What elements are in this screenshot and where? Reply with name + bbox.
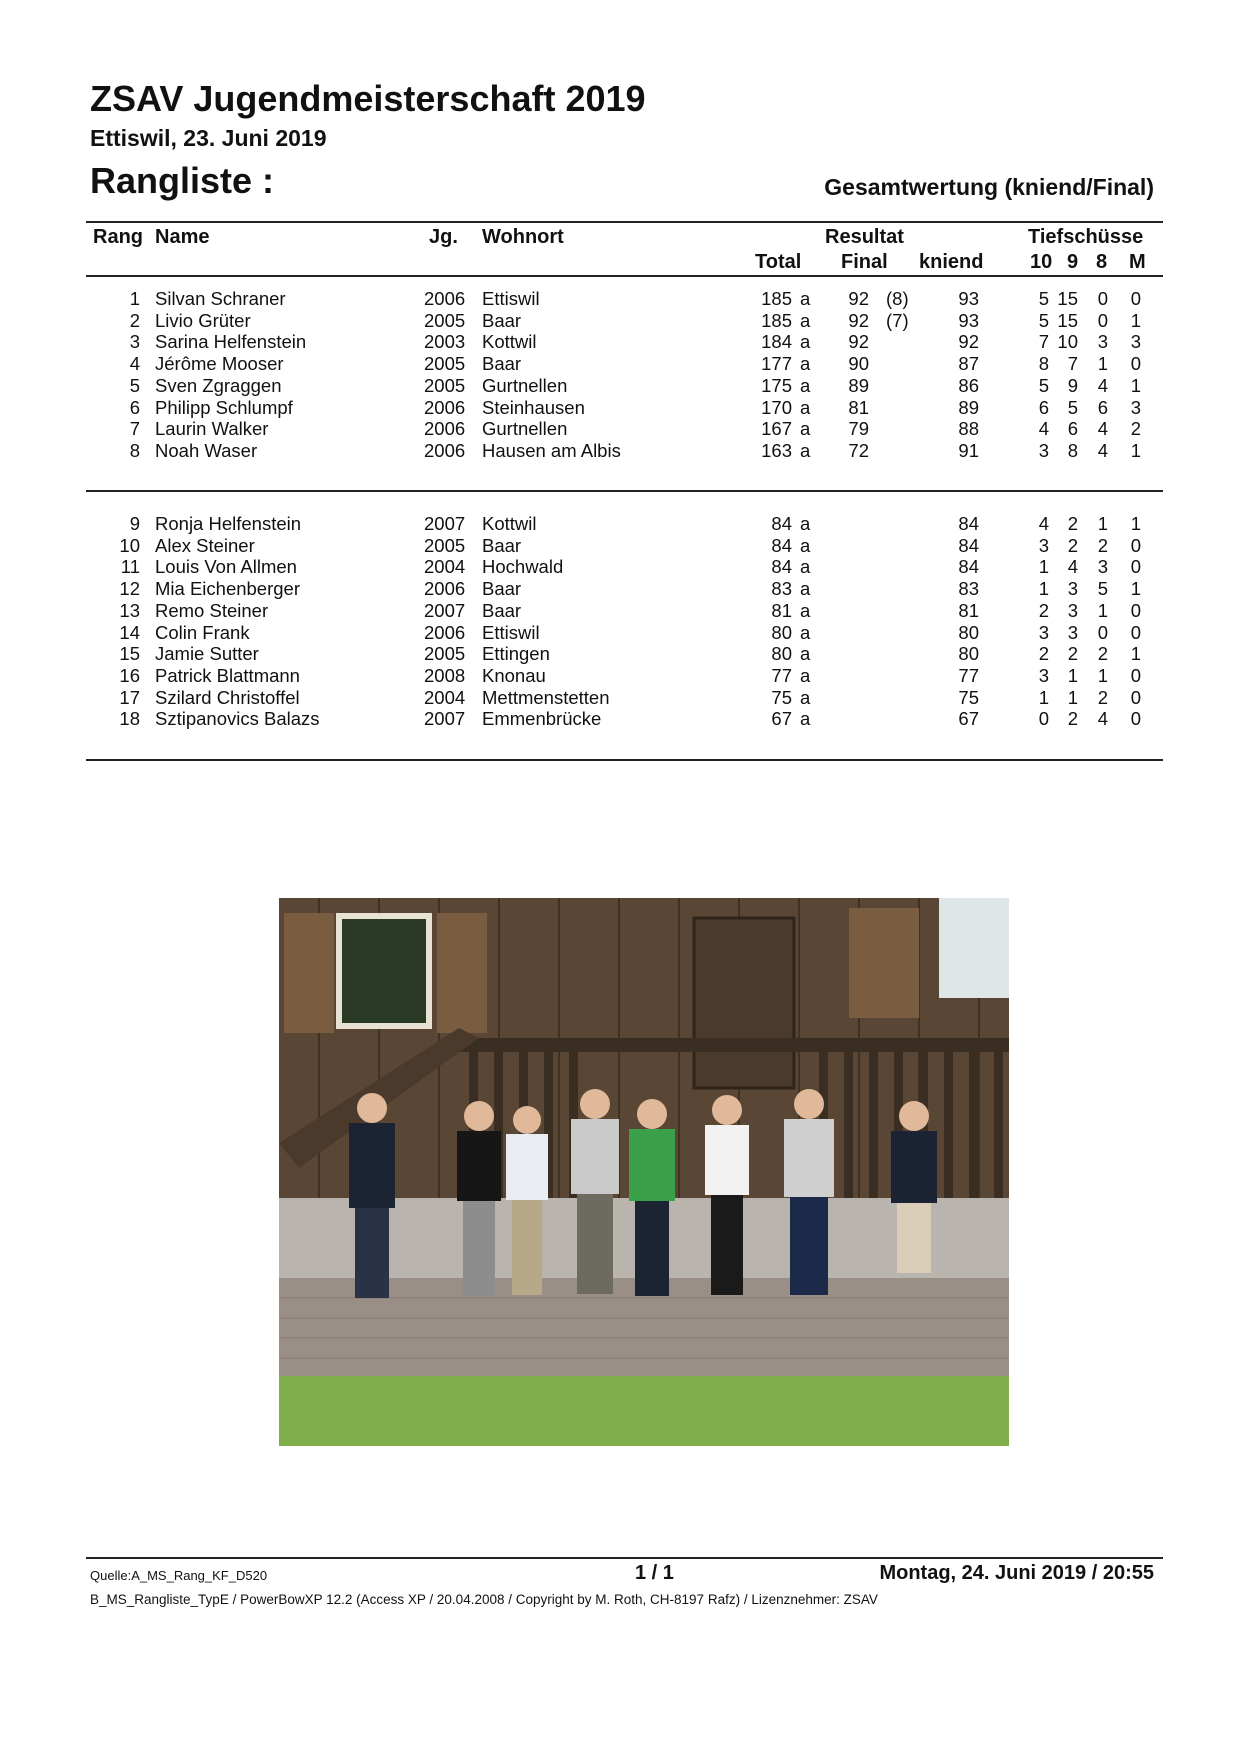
total-flag-cell: a — [800, 643, 811, 665]
final-cell: 92 — [848, 309, 869, 331]
total-cell: 177 — [761, 353, 792, 375]
tiefschuss-10-cell: 2 — [1038, 599, 1049, 621]
name-cell: Jérôme Mooser — [155, 353, 284, 375]
total-flag-cell: a — [800, 396, 811, 418]
kniend-cell: 93 — [958, 309, 979, 331]
jahrgang-cell: 2007 — [424, 599, 466, 621]
tiefschuss-m-cell: 1 — [1130, 309, 1141, 331]
tiefschuss-10-cell: 3 — [1038, 621, 1049, 643]
name-cell: Sarina Helfenstein — [155, 331, 307, 353]
final-cell: 92 — [848, 331, 869, 353]
total-cell: 175 — [761, 374, 792, 396]
tiefschuss-10-cell: 4 — [1038, 418, 1049, 440]
rank-cell: 10 — [119, 534, 140, 556]
kniend-cell: 89 — [958, 396, 979, 418]
tiefschuss-10-cell: 2 — [1038, 643, 1049, 665]
final-shootoff-cell: (7) — [886, 309, 909, 331]
rank-cell: 8 — [129, 439, 140, 461]
table-row — [0, 375, 1240, 397]
table-row — [0, 397, 1240, 419]
team-photo — [279, 898, 1009, 1446]
name-cell: Remo Steiner — [155, 599, 269, 621]
tiefschuss-9-cell: 3 — [1067, 621, 1078, 643]
wohnort-cell: Baar — [482, 534, 522, 556]
ranking-category: Gesamtwertung (kniend/Final) — [824, 174, 1154, 200]
rank-cell: 16 — [119, 664, 140, 686]
kniend-cell: 67 — [958, 708, 979, 730]
tiefschuss-8-cell: 0 — [1097, 309, 1108, 331]
tiefschuss-m-cell: 1 — [1130, 439, 1141, 461]
table-row — [0, 556, 1240, 578]
total-cell: 67 — [771, 708, 792, 730]
tiefschuss-m-cell: 1 — [1130, 374, 1141, 396]
rank-cell: 9 — [129, 513, 140, 534]
jahrgang-cell: 2006 — [424, 621, 466, 643]
jahrgang-cell: 2006 — [424, 418, 466, 440]
total-cell: 170 — [761, 396, 792, 418]
rank-cell: 13 — [119, 599, 140, 621]
tiefschuss-10-cell: 8 — [1038, 353, 1049, 375]
rank-cell: 1 — [129, 288, 140, 309]
col-header-t10: 10 — [1030, 251, 1053, 273]
tiefschuss-10-cell: 1 — [1038, 578, 1049, 600]
total-cell: 184 — [761, 331, 792, 353]
name-cell: Szilard Christoffel — [155, 686, 300, 708]
tiefschuss-9-cell: 3 — [1067, 578, 1078, 600]
jahrgang-cell: 2005 — [424, 353, 466, 375]
tiefschuss-9-cell: 7 — [1067, 353, 1078, 375]
final-cell: 81 — [848, 396, 869, 418]
table-bottom-rule — [86, 759, 1163, 761]
kniend-cell: 75 — [958, 686, 979, 708]
tiefschuss-9-cell: 2 — [1067, 534, 1078, 556]
tiefschuss-8-cell: 4 — [1097, 374, 1108, 396]
col-header-kniend: kniend — [919, 251, 984, 273]
name-cell: Mia Eichenberger — [155, 578, 300, 600]
total-flag-cell: a — [800, 534, 811, 556]
tiefschuss-8-cell: 2 — [1097, 534, 1108, 556]
total-flag-cell: a — [800, 621, 811, 643]
rank-cell: 18 — [119, 708, 140, 730]
tiefschuss-8-cell: 1 — [1097, 599, 1108, 621]
tiefschuss-8-cell: 0 — [1097, 621, 1108, 643]
footer-copyright: B_MS_Rangliste_TypE / PowerBowXP 12.2 (Access XP / 20.04.2008 / Copyright by M. Roth, CH-8197 Rafz) / Lizenznehmer: ZSAV — [90, 1592, 878, 1607]
total-cell: 84 — [771, 534, 792, 556]
total-cell: 80 — [771, 643, 792, 665]
wohnort-cell: Hochwald — [482, 556, 564, 578]
kniend-cell: 83 — [958, 578, 979, 600]
jahrgang-cell: 2003 — [424, 331, 466, 353]
wohnort-cell: Mettmenstetten — [482, 686, 610, 708]
group-separator-rule — [86, 490, 1163, 492]
tiefschuss-10-cell: 3 — [1038, 534, 1049, 556]
rank-cell: 7 — [129, 418, 140, 440]
total-flag-cell: a — [800, 599, 811, 621]
wohnort-cell: Kottwil — [482, 513, 537, 534]
table-row — [0, 578, 1240, 600]
document-title: ZSAV Jugendmeisterschaft 2019 — [90, 78, 646, 119]
total-cell: 81 — [771, 599, 792, 621]
rank-cell: 11 — [120, 556, 140, 578]
rank-cell: 12 — [119, 578, 140, 600]
tiefschuss-m-cell: 2 — [1130, 418, 1141, 440]
tiefschuss-8-cell: 1 — [1097, 513, 1108, 534]
total-cell: 84 — [771, 556, 792, 578]
wohnort-cell: Baar — [482, 578, 522, 600]
footer-source: Quelle:A_MS_Rang_KF_D520 — [90, 1568, 268, 1583]
tiefschuss-9-cell: 2 — [1067, 708, 1078, 730]
kniend-cell: 87 — [958, 353, 979, 375]
tiefschuss-10-cell: 1 — [1038, 556, 1049, 578]
jahrgang-cell: 2004 — [424, 686, 466, 708]
total-flag-cell: a — [800, 353, 811, 375]
tiefschuss-8-cell: 2 — [1097, 643, 1108, 665]
kniend-cell: 88 — [958, 418, 979, 440]
table-row — [0, 687, 1240, 709]
total-cell: 84 — [771, 513, 792, 534]
final-shootoff-cell: (8) — [886, 288, 909, 309]
tiefschuss-m-cell: 1 — [1130, 643, 1141, 665]
kniend-cell: 84 — [958, 513, 979, 534]
tiefschuss-10-cell: 7 — [1038, 331, 1049, 353]
rank-cell: 17 — [119, 686, 140, 708]
total-flag-cell: a — [800, 439, 811, 461]
tiefschuss-9-cell: 15 — [1057, 288, 1078, 309]
tiefschuss-8-cell: 1 — [1097, 353, 1108, 375]
total-flag-cell: a — [800, 686, 811, 708]
col-header-resultat: Resultat — [825, 226, 904, 248]
total-cell: 185 — [761, 288, 792, 309]
total-flag-cell: a — [800, 556, 811, 578]
tiefschuss-8-cell: 0 — [1097, 288, 1108, 309]
table-row — [0, 310, 1240, 332]
col-header-rang: Rang — [93, 226, 143, 248]
kniend-cell: 84 — [958, 556, 979, 578]
jahrgang-cell: 2005 — [424, 643, 466, 665]
name-cell: Louis Von Allmen — [155, 556, 297, 578]
tiefschuss-10-cell: 0 — [1038, 708, 1049, 730]
team-photo-illustration — [279, 898, 1009, 1446]
tiefschuss-10-cell: 5 — [1038, 309, 1049, 331]
rank-cell: 14 — [119, 621, 140, 643]
tiefschuss-8-cell: 6 — [1097, 396, 1108, 418]
table-row — [0, 643, 1240, 665]
tiefschuss-8-cell: 4 — [1097, 439, 1108, 461]
tiefschuss-m-cell: 0 — [1130, 288, 1141, 309]
ranking-heading: Rangliste : — [90, 160, 275, 201]
tiefschuss-m-cell: 1 — [1130, 578, 1141, 600]
table-row — [0, 535, 1240, 557]
tiefschuss-9-cell: 9 — [1067, 374, 1078, 396]
total-flag-cell: a — [800, 664, 811, 686]
wohnort-cell: Gurtnellen — [482, 418, 568, 440]
table-row — [0, 418, 1240, 440]
kniend-cell: 92 — [958, 331, 979, 353]
total-flag-cell: a — [800, 331, 811, 353]
col-header-wohnort: Wohnort — [482, 226, 564, 248]
kniend-cell: 84 — [958, 534, 979, 556]
tiefschuss-m-cell: 0 — [1130, 556, 1141, 578]
rank-cell: 15 — [119, 643, 140, 665]
tiefschuss-8-cell: 4 — [1097, 418, 1108, 440]
tiefschuss-8-cell: 3 — [1097, 331, 1108, 353]
jahrgang-cell: 2006 — [424, 288, 466, 309]
total-cell: 163 — [761, 439, 792, 461]
total-cell: 80 — [771, 621, 792, 643]
name-cell: Noah Waser — [155, 439, 258, 461]
tiefschuss-m-cell: 0 — [1130, 708, 1141, 730]
wohnort-cell: Kottwil — [482, 331, 537, 353]
name-cell: Ronja Helfenstein — [155, 513, 302, 534]
rank-cell: 3 — [129, 331, 140, 353]
name-cell: Patrick Blattmann — [155, 664, 300, 686]
tiefschuss-9-cell: 8 — [1067, 439, 1078, 461]
footer-rule — [86, 1557, 1163, 1559]
table-row — [0, 708, 1240, 730]
tiefschuss-9-cell: 3 — [1067, 599, 1078, 621]
tiefschuss-10-cell: 1 — [1038, 686, 1049, 708]
total-cell: 83 — [771, 578, 792, 600]
table-row — [0, 665, 1240, 687]
col-header-name: Name — [155, 226, 210, 248]
jahrgang-cell: 2004 — [424, 556, 466, 578]
total-cell: 167 — [761, 418, 792, 440]
wohnort-cell: Ettiswil — [482, 288, 540, 309]
rank-cell: 6 — [129, 396, 140, 418]
kniend-cell: 81 — [958, 599, 979, 621]
tiefschuss-10-cell: 3 — [1038, 664, 1049, 686]
tiefschuss-9-cell: 15 — [1057, 309, 1078, 331]
jahrgang-cell: 2006 — [424, 439, 466, 461]
jahrgang-cell: 2008 — [424, 664, 466, 686]
total-cell: 185 — [761, 309, 792, 331]
wohnort-cell: Emmenbrücke — [482, 708, 602, 730]
jahrgang-cell: 2005 — [424, 309, 466, 331]
kniend-cell: 77 — [958, 664, 979, 686]
tiefschuss-9-cell: 2 — [1067, 643, 1078, 665]
col-header-final: Final — [841, 251, 888, 273]
jahrgang-cell: 2006 — [424, 578, 466, 600]
tiefschuss-m-cell: 0 — [1130, 599, 1141, 621]
total-flag-cell: a — [800, 374, 811, 396]
tiefschuss-9-cell: 2 — [1067, 513, 1078, 534]
jahrgang-cell: 2007 — [424, 708, 466, 730]
tiefschuss-9-cell: 10 — [1057, 331, 1078, 353]
wohnort-cell: Ettingen — [482, 643, 550, 665]
name-cell: Sztipanovics Balazs — [155, 708, 320, 730]
wohnort-cell: Baar — [482, 309, 522, 331]
wohnort-cell: Baar — [482, 599, 522, 621]
tiefschuss-m-cell: 0 — [1130, 534, 1141, 556]
jahrgang-cell: 2006 — [424, 396, 466, 418]
wohnort-cell: Gurtnellen — [482, 374, 568, 396]
col-header-tiefschuesse: Tiefschüsse — [1028, 226, 1144, 248]
tiefschuss-9-cell: 1 — [1067, 664, 1078, 686]
tiefschuss-9-cell: 5 — [1067, 396, 1078, 418]
kniend-cell: 80 — [958, 621, 979, 643]
col-header-total: Total — [755, 251, 802, 273]
col-header-jg: Jg. — [429, 226, 458, 248]
table-row — [0, 600, 1240, 622]
col-header-t9: 9 — [1067, 251, 1079, 273]
tiefschuss-9-cell: 1 — [1067, 686, 1078, 708]
table-row — [0, 288, 1240, 310]
name-cell: Livio Grüter — [155, 309, 251, 331]
tiefschuss-10-cell: 5 — [1038, 374, 1049, 396]
name-cell: Silvan Schraner — [155, 288, 286, 309]
jahrgang-cell: 2005 — [424, 534, 466, 556]
tiefschuss-m-cell: 0 — [1130, 621, 1141, 643]
tiefschuss-8-cell: 4 — [1097, 708, 1108, 730]
tiefschuss-8-cell: 2 — [1097, 686, 1108, 708]
name-cell: Philipp Schlumpf — [155, 396, 293, 418]
wohnort-cell: Ettiswil — [482, 621, 540, 643]
tiefschuss-8-cell: 3 — [1097, 556, 1108, 578]
tiefschuss-9-cell: 4 — [1067, 556, 1078, 578]
event-location-date: Ettiswil, 23. Juni 2019 — [90, 125, 327, 151]
final-cell: 90 — [848, 353, 869, 375]
tiefschuss-m-cell: 3 — [1130, 396, 1141, 418]
kniend-cell: 91 — [958, 439, 979, 461]
col-header-m: M — [1129, 251, 1146, 273]
wohnort-cell: Knonau — [482, 664, 546, 686]
rank-cell: 4 — [129, 353, 140, 375]
total-flag-cell: a — [800, 288, 811, 309]
table-row — [0, 440, 1240, 462]
final-cell: 79 — [848, 418, 869, 440]
name-cell: Colin Frank — [155, 621, 250, 643]
total-flag-cell: a — [800, 418, 811, 440]
tiefschuss-m-cell: 0 — [1130, 353, 1141, 375]
total-flag-cell: a — [800, 309, 811, 331]
kniend-cell: 93 — [958, 288, 979, 309]
table-row — [0, 513, 1240, 535]
tiefschuss-8-cell: 1 — [1097, 664, 1108, 686]
total-flag-cell: a — [800, 513, 811, 534]
final-cell: 89 — [848, 374, 869, 396]
tiefschuss-m-cell: 3 — [1130, 331, 1141, 353]
tiefschuss-m-cell: 1 — [1130, 513, 1141, 534]
jahrgang-cell: 2005 — [424, 374, 466, 396]
table-row — [0, 331, 1240, 353]
header-bottom-rule — [86, 275, 1163, 277]
wohnort-cell: Baar — [482, 353, 522, 375]
tiefschuss-10-cell: 4 — [1038, 513, 1049, 534]
total-cell: 75 — [771, 686, 792, 708]
name-cell: Alex Steiner — [155, 534, 255, 556]
name-cell: Sven Zgraggen — [155, 374, 282, 396]
name-cell: Jamie Sutter — [155, 643, 259, 665]
final-cell: 92 — [848, 288, 869, 309]
tiefschuss-10-cell: 5 — [1038, 288, 1049, 309]
tiefschuss-8-cell: 5 — [1097, 578, 1108, 600]
total-cell: 77 — [771, 664, 792, 686]
rank-cell: 2 — [129, 309, 140, 331]
tiefschuss-m-cell: 0 — [1130, 664, 1141, 686]
footer-page-number: 1 / 1 — [635, 1562, 674, 1584]
wohnort-cell: Hausen am Albis — [482, 439, 621, 461]
final-cell: 72 — [848, 439, 869, 461]
col-header-t8: 8 — [1096, 251, 1108, 273]
tiefschuss-m-cell: 0 — [1130, 686, 1141, 708]
total-flag-cell: a — [800, 708, 811, 730]
tiefschuss-9-cell: 6 — [1067, 418, 1078, 440]
tiefschuss-10-cell: 6 — [1038, 396, 1049, 418]
table-row — [0, 622, 1240, 644]
wohnort-cell: Steinhausen — [482, 396, 585, 418]
kniend-cell: 86 — [958, 374, 979, 396]
kniend-cell: 80 — [958, 643, 979, 665]
total-flag-cell: a — [800, 578, 811, 600]
header-top-rule — [86, 221, 1163, 223]
footer-print-date: Montag, 24. Juni 2019 / 20:55 — [879, 1562, 1154, 1584]
rank-cell: 5 — [129, 374, 140, 396]
jahrgang-cell: 2007 — [424, 513, 466, 534]
tiefschuss-10-cell: 3 — [1038, 439, 1049, 461]
name-cell: Laurin Walker — [155, 418, 269, 440]
table-row — [0, 353, 1240, 375]
